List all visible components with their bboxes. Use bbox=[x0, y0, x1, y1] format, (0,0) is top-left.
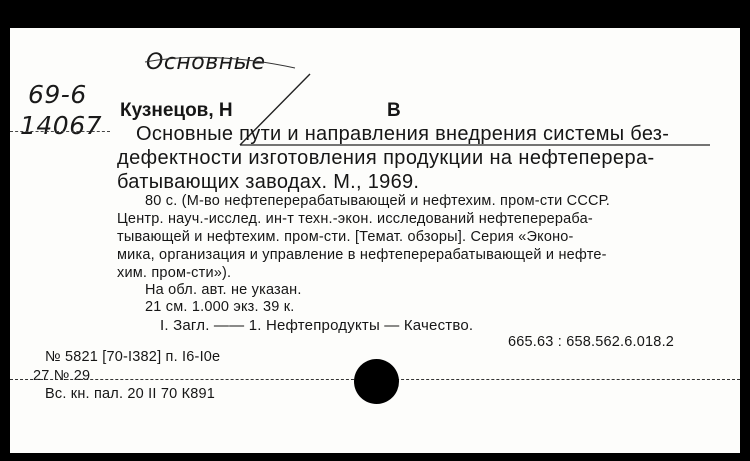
top-border bbox=[0, 0, 750, 28]
inventory-line: № 5821 [70-I382] п. I6-I0e bbox=[45, 349, 221, 365]
catalog-card bbox=[10, 28, 740, 453]
note-line: мика, организация и управление в нефтеперерабатывающей и нефте- bbox=[117, 247, 607, 263]
inventory-line: 27 № 29 bbox=[33, 368, 91, 384]
note-line: 80 с. (М-во нефтеперерабатывающей и нефтехим. пром-сти СССР. bbox=[145, 193, 611, 209]
classification-code: 665.63 : 658.562.6.018.2 bbox=[508, 334, 675, 350]
title-line-2: дефектности изготовления продукции на нефтеперера- bbox=[117, 147, 655, 169]
handwritten-underline bbox=[10, 131, 110, 132]
note-line: хим. пром-сти»). bbox=[117, 265, 232, 281]
title-line-3: батывающих заводах. М., 1969. bbox=[117, 171, 420, 193]
punch-hole bbox=[354, 359, 399, 404]
note-line: тывающей и нефтехим. пром-сти. [Темат. обзоры]. Серия «Эконо- bbox=[117, 229, 574, 245]
right-border bbox=[740, 0, 750, 461]
card-author-letter: В bbox=[387, 100, 401, 121]
left-border bbox=[0, 0, 10, 461]
note-line: 21 см. 1.000 экз. 39 к. bbox=[145, 299, 295, 315]
title-line-1: Основные пути и направления внедрения системы без- bbox=[136, 123, 670, 145]
handwritten-code-top: 69-6 bbox=[28, 80, 87, 109]
card-author: Кузнецов, Н bbox=[120, 100, 233, 121]
note-line: Центр. науч.-исслед. ин-т техн.-экон. исследований нефтеперераба- bbox=[117, 211, 593, 227]
handwritten-heading: Основные bbox=[146, 50, 266, 75]
note-line: На обл. авт. не указан. bbox=[145, 282, 302, 298]
bottom-border bbox=[0, 453, 750, 461]
inventory-line: Вс. кн. пал. 20 II 70 К891 bbox=[45, 386, 216, 402]
subject-headings: I. Загл. —— 1. Нефтепродукты — Качество. bbox=[160, 317, 474, 334]
handwritten-code-bottom: 14067 bbox=[20, 111, 103, 140]
